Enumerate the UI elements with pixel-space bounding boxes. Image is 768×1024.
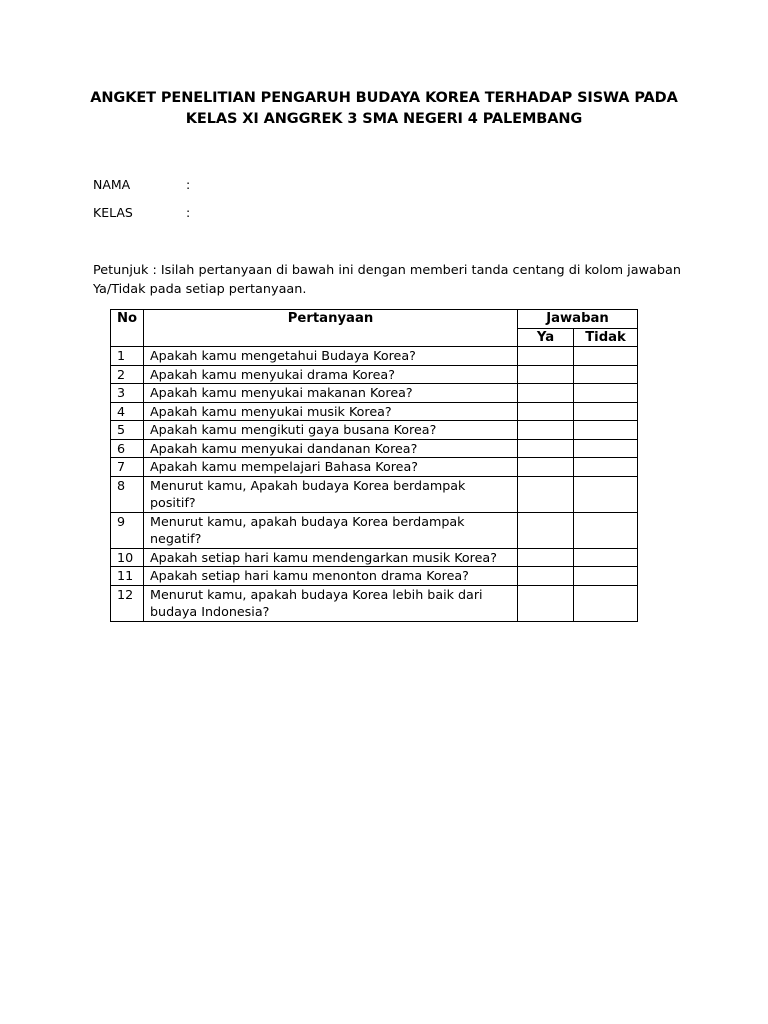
table-row bbox=[111, 585, 638, 621]
yes-checkbox-cell[interactable] bbox=[518, 365, 574, 384]
no-checkbox-cell[interactable] bbox=[574, 439, 638, 458]
row-number: 5 bbox=[111, 421, 144, 440]
yes-checkbox-cell[interactable] bbox=[518, 421, 574, 440]
class-label: KELAS bbox=[93, 205, 133, 220]
table-row bbox=[111, 512, 638, 548]
yes-checkbox-cell[interactable] bbox=[518, 567, 574, 586]
table-row bbox=[111, 421, 638, 440]
row-question: Apakah setiap hari kamu mendengarkan musik Korea? bbox=[144, 548, 518, 567]
header-no: No bbox=[111, 310, 144, 347]
row-question: Apakah kamu menyukai musik Korea? bbox=[144, 402, 518, 421]
table-row bbox=[111, 567, 638, 586]
row-number: 2 bbox=[111, 365, 144, 384]
row-number: 7 bbox=[111, 458, 144, 477]
row-number: 9 bbox=[111, 512, 144, 548]
no-checkbox-cell[interactable] bbox=[574, 567, 638, 586]
row-question: Apakah setiap hari kamu menonton drama Korea? bbox=[144, 567, 518, 586]
no-checkbox-cell[interactable] bbox=[574, 458, 638, 477]
no-checkbox-cell[interactable] bbox=[574, 476, 638, 512]
row-question: Apakah kamu mempelajari Bahasa Korea? bbox=[144, 458, 518, 477]
header-no-answer: Tidak bbox=[574, 328, 638, 347]
row-question: Apakah kamu mengetahui Budaya Korea? bbox=[144, 347, 518, 366]
header-yes: Ya bbox=[518, 328, 574, 347]
row-number: 11 bbox=[111, 567, 144, 586]
table-row bbox=[111, 402, 638, 421]
table-row bbox=[111, 476, 638, 512]
no-checkbox-cell[interactable] bbox=[574, 512, 638, 548]
header-row bbox=[111, 310, 638, 329]
table-row bbox=[111, 548, 638, 567]
document-title bbox=[60, 88, 708, 130]
yes-checkbox-cell[interactable] bbox=[518, 347, 574, 366]
table-row bbox=[111, 365, 638, 384]
no-checkbox-cell[interactable] bbox=[574, 402, 638, 421]
class-field bbox=[93, 205, 190, 220]
row-number: 12 bbox=[111, 585, 144, 621]
yes-checkbox-cell[interactable] bbox=[518, 402, 574, 421]
name-label: NAMA bbox=[93, 177, 131, 192]
yes-checkbox-cell[interactable] bbox=[518, 585, 574, 621]
no-checkbox-cell[interactable] bbox=[574, 347, 638, 366]
title-line-1: ANGKET PENELITIAN PENGARUH BUDAYA KOREA TERHADAP SISWA PADA bbox=[90, 90, 678, 106]
row-number: 4 bbox=[111, 402, 144, 421]
yes-checkbox-cell[interactable] bbox=[518, 476, 574, 512]
row-number: 10 bbox=[111, 548, 144, 567]
table-row bbox=[111, 347, 638, 366]
yes-checkbox-cell[interactable] bbox=[518, 458, 574, 477]
row-number: 1 bbox=[111, 347, 144, 366]
row-question: Menurut kamu, apakah budaya Korea lebih baik dari budaya Indonesia? bbox=[144, 585, 518, 621]
row-question: Menurut kamu, apakah budaya Korea berdampak negatif? bbox=[144, 512, 518, 548]
row-number: 8 bbox=[111, 476, 144, 512]
no-checkbox-cell[interactable] bbox=[574, 384, 638, 403]
row-number: 3 bbox=[111, 384, 144, 403]
row-question: Apakah kamu mengikuti gaya busana Korea? bbox=[144, 421, 518, 440]
row-question: Menurut kamu, Apakah budaya Korea berdampak positif? bbox=[144, 476, 518, 512]
table-row bbox=[111, 439, 638, 458]
header-answer: Jawaban bbox=[518, 310, 638, 329]
no-checkbox-cell[interactable] bbox=[574, 365, 638, 384]
yes-checkbox-cell[interactable] bbox=[518, 384, 574, 403]
no-checkbox-cell[interactable] bbox=[574, 421, 638, 440]
yes-checkbox-cell[interactable] bbox=[518, 512, 574, 548]
no-checkbox-cell[interactable] bbox=[574, 585, 638, 621]
name-field bbox=[93, 177, 190, 192]
table-row bbox=[111, 458, 638, 477]
title-line-2: KELAS XI ANGGREK 3 SMA NEGERI 4 PALEMBANG bbox=[185, 111, 583, 127]
name-separator: : bbox=[186, 177, 191, 192]
row-question: Apakah kamu menyukai dandanan Korea? bbox=[144, 439, 518, 458]
yes-checkbox-cell[interactable] bbox=[518, 439, 574, 458]
table-row bbox=[111, 384, 638, 403]
header-question: Pertanyaan bbox=[144, 310, 518, 347]
row-question: Apakah kamu menyukai makanan Korea? bbox=[144, 384, 518, 403]
no-checkbox-cell[interactable] bbox=[574, 548, 638, 567]
row-number: 6 bbox=[111, 439, 144, 458]
class-separator: : bbox=[186, 205, 191, 220]
yes-checkbox-cell[interactable] bbox=[518, 548, 574, 567]
instruction-text: Petunjuk : Isilah pertanyaan di bawah ini dengan memberi tanda centang di kolom jawaban Ya/Tidak pada setiap pertanyaan. bbox=[93, 263, 681, 297]
row-question: Apakah kamu menyukai drama Korea? bbox=[144, 365, 518, 384]
questionnaire-table bbox=[110, 309, 638, 622]
